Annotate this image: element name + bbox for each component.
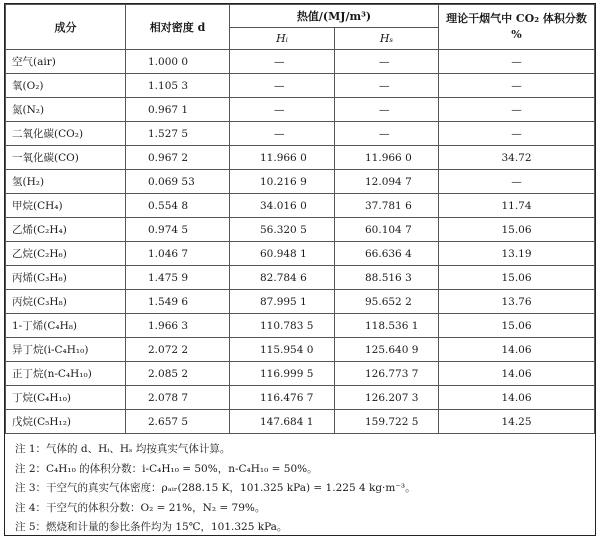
header-co2-line2: % [511,28,522,41]
cell-hi: 116.999 5 [230,362,335,386]
cell-component: 戊烷(C₅H₁₂) [6,410,126,434]
cell-hi: 60.948 1 [230,242,335,266]
cell-hs: — [335,50,439,74]
table-row [6,290,595,314]
cell-co2-fraction: — [439,170,595,194]
cell-component: 乙烯(C₂H₄) [6,218,126,242]
cell-co2-fraction: — [439,50,595,74]
cell-co2-fraction: 13.76 [439,290,595,314]
table-row [6,386,595,410]
cell-component: 丙烯(C₃H₆) [6,266,126,290]
cell-hs: 66.636 4 [335,242,439,266]
table-row [6,314,595,338]
cell-co2-fraction: 13.19 [439,242,595,266]
cell-hs: 95.652 2 [335,290,439,314]
cell-hi: 87.995 1 [230,290,335,314]
cell-hs: 60.104 7 [335,218,439,242]
cell-component: 正丁烷(n-C₄H₁₀) [6,362,126,386]
header-relative-density: 相对密度 d [126,5,230,50]
cell-relative-density: 2.085 2 [126,362,230,386]
table-row [6,218,595,242]
header-heating-value: 热值/(MJ/m³) [230,5,439,28]
cell-hs: 159.722 5 [335,410,439,434]
cell-component: 空气(air) [6,50,126,74]
cell-hi: — [230,50,335,74]
cell-relative-density: 1.966 3 [126,314,230,338]
cell-relative-density: 1.527 5 [126,122,230,146]
cell-co2-fraction: 15.06 [439,314,595,338]
note-4: 注 4：干空气的体积分数：O₂ = 21%，N₂ = 79%。 [15,501,266,514]
cell-hi: 34.016 0 [230,194,335,218]
table-row [6,122,595,146]
cell-hi: 147.684 1 [230,410,335,434]
cell-hi: 10.216 9 [230,170,335,194]
header-component: 成分 [6,5,126,50]
header-co2-line1: 理论干烟气中 CO₂ 体积分数 [446,12,587,25]
cell-hs: 118.536 1 [335,314,439,338]
table-row [6,242,595,266]
cell-component: 异丁烷(i-C₄H₁₀) [6,338,126,362]
cell-relative-density: 0.554 8 [126,194,230,218]
cell-relative-density: 0.974 5 [126,218,230,242]
cell-relative-density: 1.046 7 [126,242,230,266]
note-5: 注 5：燃烧和计量的参比条件均为 15℃，101.325 kPa。 [15,521,288,533]
cell-component: 氧(O₂) [6,74,126,98]
cell-component: 丁烷(C₄H₁₀) [6,386,126,410]
cell-relative-density: 0.967 1 [126,98,230,122]
table-notes [5,434,595,538]
cell-hs: 126.207 3 [335,386,439,410]
cell-relative-density: 0.069 53 [126,170,230,194]
note-3: 注 3：干空气的真实气体密度：ρₐᵢᵣ(288.15 K，101.325 kPa) = 1.225 4 kg·m⁻³。 [15,482,416,494]
cell-hi: — [230,122,335,146]
cell-component: 丙烷(C₃H₈) [6,290,126,314]
cell-hs: 12.094 7 [335,170,439,194]
table-row [6,266,595,290]
cell-hs: 11.966 0 [335,146,439,170]
cell-hi: 82.784 6 [230,266,335,290]
cell-hi: 116.476 7 [230,386,335,410]
table-row [6,50,595,74]
cell-hs: 126.773 7 [335,362,439,386]
gas-properties-table [5,4,595,434]
cell-hs: 37.781 6 [335,194,439,218]
table-row [6,338,595,362]
cell-component: 乙烷(C₂H₆) [6,242,126,266]
cell-co2-fraction: — [439,74,595,98]
cell-relative-density: 1.549 6 [126,290,230,314]
cell-co2-fraction: 11.74 [439,194,595,218]
table-row [6,74,595,98]
cell-hs: 88.516 3 [335,266,439,290]
cell-co2-fraction: 14.06 [439,362,595,386]
cell-co2-fraction: 14.25 [439,410,595,434]
cell-hi: — [230,74,335,98]
cell-relative-density: 1.475 9 [126,266,230,290]
cell-relative-density: 2.072 2 [126,338,230,362]
cell-co2-fraction: 15.06 [439,218,595,242]
cell-hi: 115.954 0 [230,338,335,362]
cell-co2-fraction: — [439,122,595,146]
cell-co2-fraction: 14.06 [439,386,595,410]
table-row [6,362,595,386]
note-1: 注 1：气体的 d、Hᵢ、Hₛ 均按真实气体计算。 [15,443,231,455]
cell-relative-density: 2.078 7 [126,386,230,410]
cell-hs: — [335,74,439,98]
cell-component: 二氧化碳(CO₂) [6,122,126,146]
cell-hs: — [335,98,439,122]
table-body [6,50,595,434]
cell-co2-fraction: 34.72 [439,146,595,170]
cell-component: 氮(N₂) [6,98,126,122]
cell-relative-density: 1.000 0 [126,50,230,74]
cell-co2-fraction: — [439,98,595,122]
header-hi: Hᵢ [230,28,335,50]
table-row [6,194,595,218]
table-row [6,410,595,434]
header-hs: Hₛ [335,28,439,50]
cell-hs: — [335,122,439,146]
cell-relative-density: 0.967 2 [126,146,230,170]
cell-hi: 56.320 5 [230,218,335,242]
cell-component: 一氧化碳(CO) [6,146,126,170]
table-row [6,170,595,194]
table-row [6,146,595,170]
cell-relative-density: 1.105 3 [126,74,230,98]
gas-properties-table-sheet [4,3,596,536]
table-row [6,98,595,122]
cell-hi: 11.966 0 [230,146,335,170]
cell-component: 1-丁烯(C₄H₈) [6,314,126,338]
cell-hs: 125.640 9 [335,338,439,362]
note-2: 注 2：C₄H₁₀ 的体积分数：i-C₄H₁₀ = 50%，n-C₄H₁₀ = 50%。 [15,462,318,475]
header-co2-fraction [439,5,595,50]
cell-component: 氢(H₂) [6,170,126,194]
cell-component: 甲烷(CH₄) [6,194,126,218]
cell-hi: 110.783 5 [230,314,335,338]
cell-hi: — [230,98,335,122]
cell-co2-fraction: 14.06 [439,338,595,362]
cell-relative-density: 2.657 5 [126,410,230,434]
cell-co2-fraction: 15.06 [439,266,595,290]
